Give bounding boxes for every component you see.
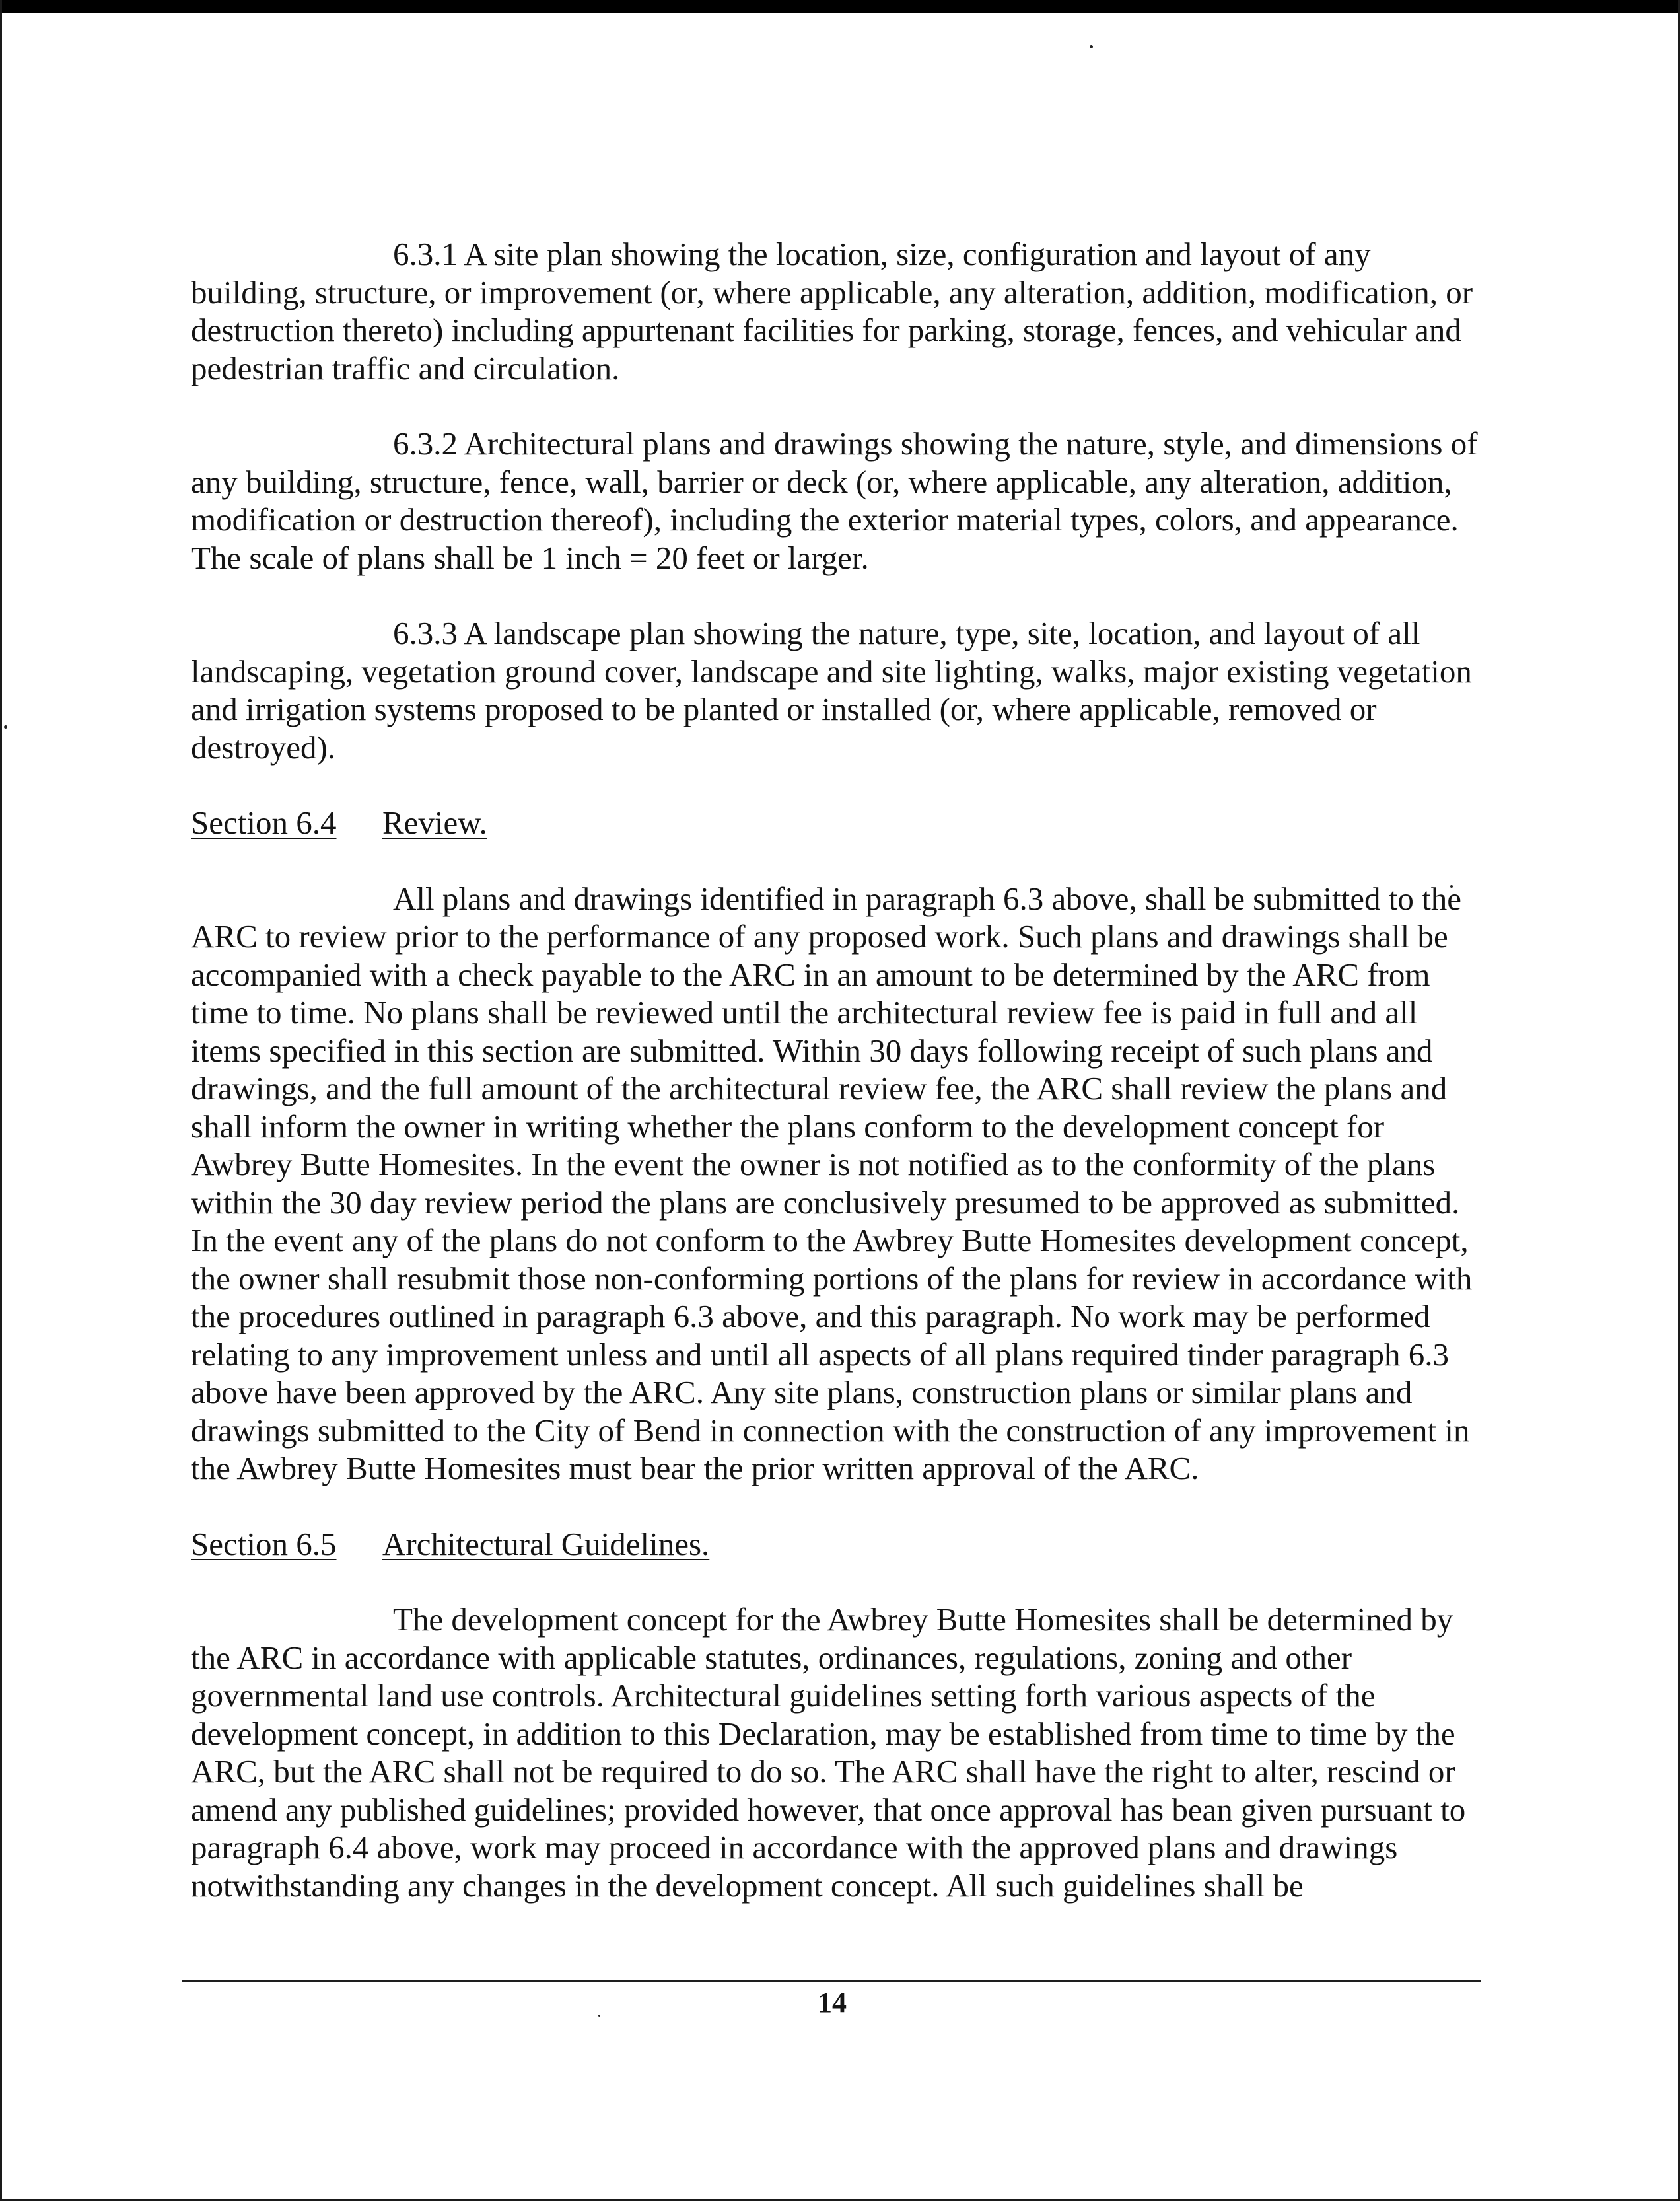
paragraph-6-3-3: 6.3.3 A landscape plan showing the nature, type, site, location, and layout of all landscaping, vegetation ground cover, landscape and site lighting, walks, major existing vegetation and irrigation systems proposed to be planted or installed (or, where applicable, removed or destroyed). xyxy=(191,615,1472,766)
document-body xyxy=(191,235,1485,1942)
section-6-4-heading xyxy=(191,804,1485,842)
section-6-5-number: Section 6.5 xyxy=(191,1525,337,1562)
page-number: 14 xyxy=(818,1986,847,2019)
footer-rule xyxy=(182,1980,1481,1982)
scan-speck xyxy=(598,2015,600,2017)
scan-speck xyxy=(1090,45,1093,48)
scan-speck xyxy=(4,725,7,729)
section-6-5-heading xyxy=(191,1525,1485,1564)
paragraph-6-3-2: 6.3.2 Architectural plans and drawings showing the nature, style, and dimensions of any building, structure, fence, wall, barrier or deck (or, where applicable, any alteration, addition, modification or destruction thereof), including the exterior material types, colors, and appearance. The scale of plans shall be 1 inch = 20 feet or larger. xyxy=(191,425,1478,576)
scan-left-edge xyxy=(0,0,2,2201)
section-6-4-body: All plans and drawings identified in paragraph 6.3 above, shall be submitted to the ARC to review prior to the performance of any proposed work. Such plans and drawings shall be accompanied with a check payable to the ARC in an amount to be determined by the ARC from time to time. No plans shall be reviewed until the architectural review fee is paid in full and all items specified in this section are submitted. Within 30 days following receipt of such plans and drawings, and the full amount of the architectural review fee, the ARC shall review the plans and shall inform the owner in writing whether the plans conform to the development concept for Awbrey Butte Homesites. In the event the owner is not notified as to the conformity of the plans within the 30 day review period the plans are conclusively presumed to be approved as submitted. In the event any of the plans do not conform to the Awbrey Butte Homesites development concept, the owner shall resubmit those non-conforming portions of the plans for review in accordance with the procedures outlined in paragraph 6.3 above, and this paragraph. No work may be performed relating to any improvement unless and until all aspects of all plans required tinder paragraph 6.3 above have been approved by the ARC. Any site plans, construction plans or similar plans and drawings submitted to the City of Bend in connection with the construction of any improvement in the Awbrey Butte Homesites must bear the prior written approval of the ARC. xyxy=(191,880,1473,1486)
section-6-5-body: The development concept for the Awbrey Butte Homesites shall be determined by the ARC in accordance with applicable statutes, ordinances, regulations, zoning and other governmental land use controls. Architectural guidelines setting forth various aspects of the development concept, in addition to this Declaration, may be established from time to time by the ARC, but the ARC shall not be required to do so. The ARC shall have the right to alter, rescind or amend any published guidelines; provided however, that once approval has bean given pursuant to paragraph 6.4 above, work may proceed in accordance with the approved plans and drawings notwithstanding any changes in the development concept. All such guidelines shall be xyxy=(191,1601,1466,1904)
section-6-5-title: Architectural Guidelines. xyxy=(382,1525,710,1562)
section-6-4-number: Section 6.4 xyxy=(191,805,337,841)
paragraph-6-3-1: 6.3.1 A site plan showing the location, size, configuration and layout of any building, structure, or improvement (or, where applicable, any alteration, addition, modification, or destruction thereto) including appurtenant facilities for parking, storage, fences, and vehicular and pedestrian traffic and circulation. xyxy=(191,236,1473,386)
scan-top-border xyxy=(0,0,1680,13)
section-6-4-title: Review. xyxy=(382,805,487,841)
